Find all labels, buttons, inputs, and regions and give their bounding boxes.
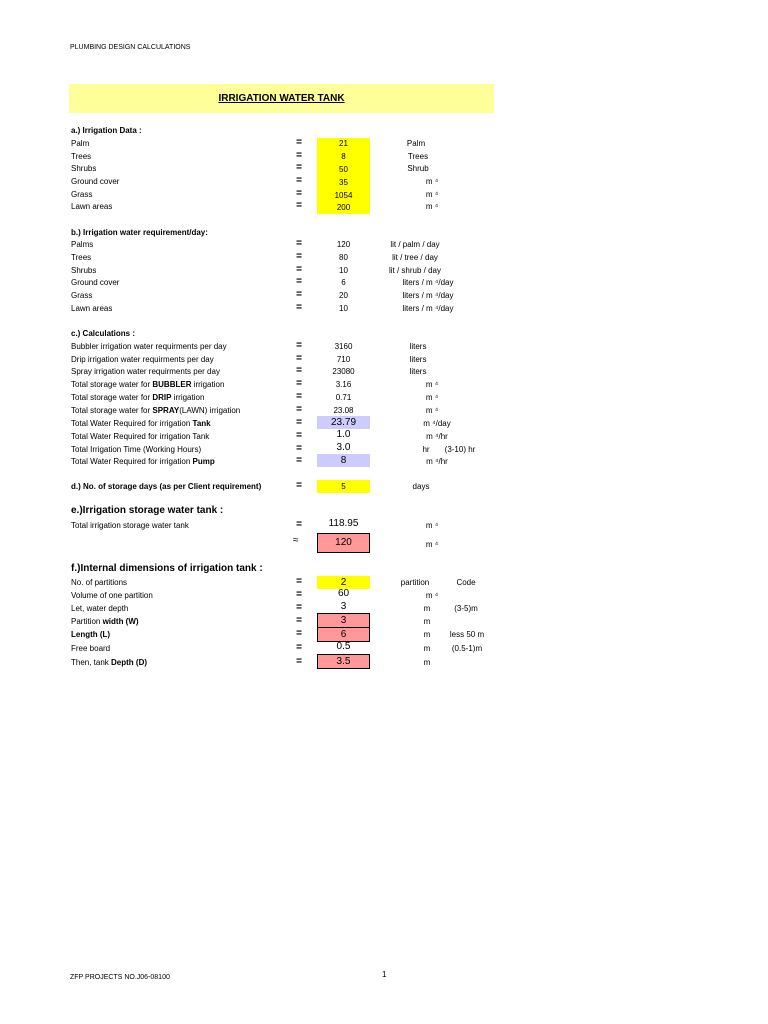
f-unit-depth: m <box>423 658 431 667</box>
f-value-water-depth[interactable]: 3 <box>340 601 347 612</box>
b-value-shrubs[interactable]: 10 <box>339 266 348 275</box>
b-eq-trees: = <box>296 251 302 262</box>
c-label-drip-storage: Total storage water for DRIP irrigation <box>71 393 205 402</box>
f-eq-volume: = <box>296 589 302 600</box>
f-note-water-depth: (3-5)m <box>454 604 478 613</box>
a-eq-grass: = <box>296 188 302 199</box>
b-label-palms: Palms <box>71 240 94 249</box>
c-eq-drip-req: = <box>296 353 302 364</box>
b-eq-grass: = <box>296 289 302 300</box>
c-value-tank-total[interactable]: 23.79 <box>317 416 370 429</box>
c-eq-tank-hourly: = <box>296 430 302 441</box>
c-value-tank-hourly[interactable]: 1.0 <box>336 429 351 440</box>
b-label-trees: Trees <box>71 253 92 262</box>
c-label-tank-total: Total Water Required for irrigation Tank <box>71 419 211 428</box>
f-eq-width: = <box>296 615 302 626</box>
a-unit-ground-cover: m ⁴ <box>425 177 439 186</box>
b-value-palms[interactable]: 120 <box>336 240 351 249</box>
page-header: PLUMBING DESIGN CALCULATIONS <box>70 44 191 51</box>
b-eq-palms: = <box>296 238 302 249</box>
b-value-ground-cover[interactable]: 6 <box>341 278 346 287</box>
c-value-drip-storage[interactable]: 0.71 <box>335 393 352 402</box>
d-eq: = <box>296 480 302 491</box>
f-eq-partitions: = <box>296 576 302 587</box>
c-eq-pump: = <box>296 455 302 466</box>
c-value-pump[interactable]: 8 <box>317 454 370 467</box>
c-label-spray-storage: Total storage water for SPRAY(LAWN) irrigation <box>71 406 241 415</box>
f-label-depth: Then, tank Depth (D) <box>71 658 148 667</box>
e-unit-total: m ⁴ <box>425 521 439 530</box>
c-eq-irrigation-time: = <box>296 443 302 454</box>
f-value-length[interactable]: 6 <box>317 627 370 642</box>
c-value-irrigation-time[interactable]: 3.0 <box>336 442 351 453</box>
a-label-shrubs: Shrubs <box>71 164 97 173</box>
f-label-partitions: No. of partitions <box>71 578 128 587</box>
b-unit-palms: lit / palm / day <box>390 240 440 249</box>
f-eq-depth: = <box>296 656 302 667</box>
section-c-heading: c.) Calculations : <box>71 329 136 338</box>
f-value-width[interactable]: 3 <box>317 613 370 628</box>
c-unit-drip-req: liters <box>409 355 427 364</box>
f-eq-water-depth: = <box>296 602 302 613</box>
f-value-free-board[interactable]: 0.5 <box>336 641 351 652</box>
b-eq-shrubs: = <box>296 264 302 275</box>
c-eq-spray-storage: = <box>296 404 302 415</box>
a-unit-shrubs: Shrub <box>407 164 429 173</box>
a-label-ground-cover: Ground cover <box>71 177 120 186</box>
a-unit-lawn-areas: m ⁴ <box>425 202 439 211</box>
a-label-palm: Palm <box>71 139 90 148</box>
e-label-total: Total irrigation storage water tank <box>71 521 189 530</box>
a-value-trees[interactable]: 8 <box>317 150 370 163</box>
a-eq-trees: = <box>296 150 302 161</box>
f-label-free-board: Free board <box>71 644 111 653</box>
section-b-heading: b.) Irrigation water requirement/day: <box>71 228 208 237</box>
f-eq-free-board: = <box>296 642 302 653</box>
e-value-rounded[interactable]: 120 <box>317 533 370 553</box>
c-label-spray-req: Spray irrigation water requirments per day <box>71 367 220 376</box>
c-value-bubbler-storage[interactable]: 3.16 <box>335 380 352 389</box>
e-value-total[interactable]: 118.95 <box>328 518 359 529</box>
c-eq-bubbler-req: = <box>296 340 302 351</box>
page-number: 1 <box>382 970 387 979</box>
c-label-tank-hourly: Total Water Required for irrigation Tank <box>71 432 210 441</box>
a-unit-palm: Palm <box>406 139 426 148</box>
b-unit-trees: lit / tree / day <box>392 253 438 262</box>
d-value-storage-days[interactable]: 5 <box>317 480 370 493</box>
c-label-pump: Total Water Required for irrigation Pump <box>71 457 215 466</box>
b-label-shrubs: Shrubs <box>71 266 97 275</box>
f-unit-partitions: partition <box>400 578 430 587</box>
f-value-volume[interactable]: 60 <box>337 588 350 599</box>
c-label-bubbler-req: Bubbler irrigation water requirments per day <box>71 342 227 351</box>
c-eq-tank-total: = <box>296 417 302 428</box>
a-value-shrubs[interactable]: 50 <box>317 163 370 176</box>
b-label-grass: Grass <box>71 291 93 300</box>
c-note-irrigation-time: (3-10) hr <box>444 445 476 454</box>
c-unit-tank-total: m ⁴/day <box>423 419 451 428</box>
c-value-bubbler-req[interactable]: 3160 <box>334 342 353 351</box>
f-note-partitions: Code <box>456 578 476 587</box>
a-unit-trees: Trees <box>407 152 429 161</box>
f-label-volume: Volume of one partition <box>71 591 153 600</box>
f-eq-length: = <box>296 628 302 639</box>
c-eq-drip-storage: = <box>296 391 302 402</box>
c-unit-spray-storage: m ⁴ <box>425 406 439 415</box>
section-d-heading: d.) No. of storage days (as per Client requirement) <box>71 482 262 491</box>
a-value-ground-cover[interactable]: 35 <box>317 176 370 189</box>
a-value-lawn-areas[interactable]: 200 <box>317 202 370 214</box>
f-unit-water-depth: m <box>423 604 431 613</box>
a-eq-ground-cover: = <box>296 175 302 186</box>
page-title: IRRIGATION WATER TANK <box>218 93 345 104</box>
c-label-bubbler-storage: Total storage water for BUBBLER irrigation <box>71 380 225 389</box>
c-eq-bubbler-storage: = <box>296 378 302 389</box>
section-f-heading: f.)Internal dimensions of irrigation tank : <box>71 563 263 574</box>
a-eq-shrubs: = <box>296 162 302 173</box>
b-eq-ground-cover: = <box>296 276 302 287</box>
b-unit-grass: liters / m ⁴/day <box>402 291 454 300</box>
c-unit-tank-hourly: m ⁴/hr <box>426 432 448 441</box>
b-value-lawn-areas[interactable]: 10 <box>339 304 348 313</box>
c-value-spray-req[interactable]: 23080 <box>332 367 355 376</box>
f-note-free-board: (0.5-1)m <box>451 644 483 653</box>
section-a-heading: a.) Irrigation Data : <box>71 126 142 135</box>
c-unit-bubbler-storage: m ⁴ <box>425 380 439 389</box>
approx-icon: ≈ <box>293 535 299 546</box>
b-eq-lawn-areas: = <box>296 302 302 313</box>
f-unit-free-board: m <box>423 644 431 653</box>
b-value-trees[interactable]: 80 <box>339 253 348 262</box>
a-value-palm[interactable]: 21 <box>317 138 370 150</box>
c-unit-bubbler-req: liters <box>409 342 427 351</box>
f-note-length: less 50 m <box>449 630 485 639</box>
f-value-partitions[interactable]: 2 <box>317 576 370 589</box>
footer-project-number: ZFP PROJECTS NO.J06-08100 <box>70 974 170 981</box>
c-value-spray-storage[interactable]: 23.08 <box>333 406 354 415</box>
a-eq-lawn-areas: = <box>296 200 302 211</box>
a-label-lawn-areas: Lawn areas <box>71 202 113 211</box>
e-eq: = <box>296 519 302 530</box>
f-label-width: Partition width (W) <box>71 617 139 626</box>
f-label-length: Length (L) <box>71 630 111 639</box>
d-unit-days: days <box>412 482 430 491</box>
e-unit-rounded: m ⁴ <box>425 540 439 549</box>
f-unit-volume: m ⁴ <box>425 591 439 600</box>
c-eq-spray-req: = <box>296 365 302 376</box>
c-unit-drip-storage: m ⁴ <box>425 393 439 402</box>
c-unit-irrigation-time: hr <box>422 445 430 454</box>
c-unit-pump: m ⁴/hr <box>426 457 448 466</box>
title-bar <box>69 84 494 113</box>
c-label-drip-req: Drip irrigation water requirments per day <box>71 355 214 364</box>
c-label-irrigation-time: Total Irrigation Time (Working Hours) <box>71 445 202 454</box>
a-eq-palm: = <box>296 137 302 148</box>
section-e-heading: e.)Irrigation storage water tank : <box>71 505 224 516</box>
b-unit-ground-cover: liters / m ⁴/day <box>402 278 454 287</box>
f-value-depth[interactable]: 3.5 <box>317 654 370 669</box>
a-value-grass[interactable]: 1054 <box>317 189 370 202</box>
a-label-trees: Trees <box>71 152 92 161</box>
b-unit-shrubs: lit / shrub / day <box>388 266 442 275</box>
f-unit-width: m <box>423 617 431 626</box>
a-unit-grass: m ⁴ <box>425 190 439 199</box>
f-unit-length: m <box>423 630 431 639</box>
b-label-lawn-areas: Lawn areas <box>71 304 113 313</box>
a-label-grass: Grass <box>71 190 93 199</box>
c-value-drip-req[interactable]: 710 <box>336 355 351 364</box>
b-unit-lawn-areas: liters / m ⁴/day <box>402 304 454 313</box>
b-label-ground-cover: Ground cover <box>71 278 120 287</box>
c-unit-spray-req: liters <box>409 367 427 376</box>
b-value-grass[interactable]: 20 <box>339 291 348 300</box>
f-label-water-depth: Let, water depth <box>71 604 129 613</box>
